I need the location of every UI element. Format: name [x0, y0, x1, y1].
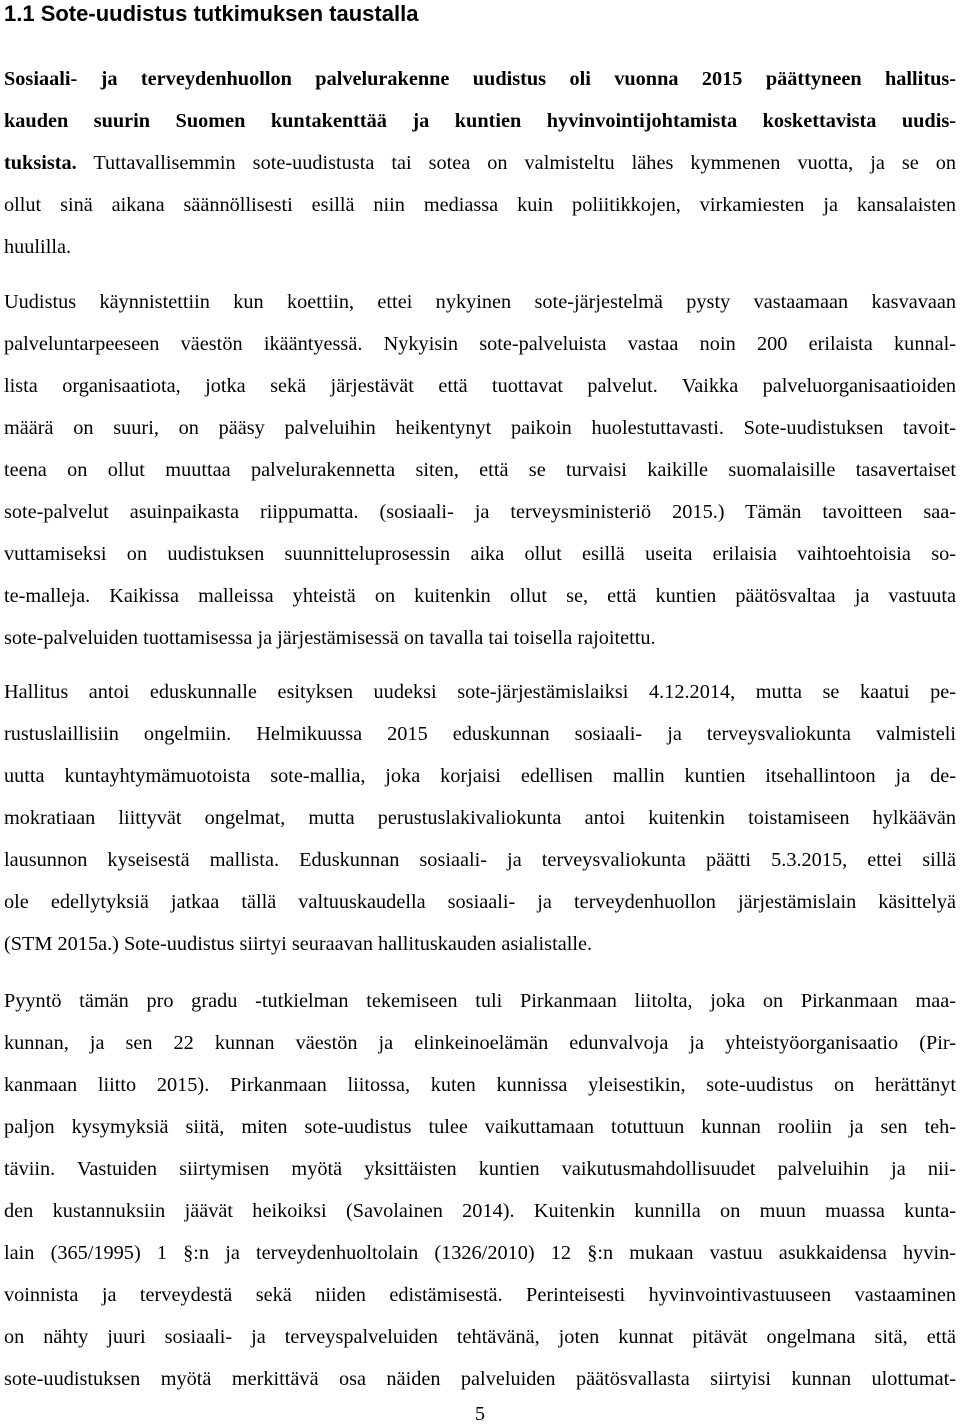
- text-line: kauden suurin Suomen kuntakenttää ja kuntien hyvinvointijohtamista koskettavista uudis-: [4, 110, 956, 132]
- text-line: teena on ollut muuttaa palvelurakennetta siten, että se turvaisi kaikille suomalaisille tasavertaiset: [4, 459, 956, 481]
- paragraph-4: [4, 980, 956, 1400]
- text-line: [4, 142, 956, 184]
- text-line: lista organisaatiota, jotka sekä järjestävät että tuottavat palvelut. Vaikka palveluorganisaatioiden: [4, 375, 956, 397]
- text-line: määrä on suuri, on pääsy palveluihin heikentynyt paikoin huolestuttavasti. Sote-uudistuksen tavoit-: [4, 417, 956, 439]
- text-line: sote-palvelut asuinpaikasta riippumatta. (sosiaali- ja terveysministeriö 2015.) Tämän tavoitteen saa-: [4, 501, 956, 523]
- text-line: vuttamiseksi on uudistuksen suunnitteluprosessin aika ollut esillä useita erilaisia vaihtoehtoisia so-: [4, 543, 956, 565]
- text-line: ollut sinä aikana säännöllisesti esillä niin mediassa kuin poliitikkojen, virkamiesten ja kansalaisten: [4, 194, 956, 216]
- text-line: on nähty juuri sosiaali- ja terveyspalveluiden tehtävänä, joten kunnat pitävät ongelmana sitä, että: [4, 1326, 956, 1348]
- text-line: (STM 2015a.) Sote-uudistus siirtyi seuraavan hallituskauden asialistalle.: [4, 933, 593, 955]
- text-line: sote-uudistuksen myötä merkittävä osa näiden palveluiden päätösvallasta siirtyisi kunnan ulottumat-: [4, 1368, 956, 1390]
- text-line: kunnan, ja sen 22 kunnan väestön ja elinkeinoelämän edunvalvoja ja yhteistyöorganisaatio (Pir-: [4, 1032, 956, 1054]
- text-line: den kustannuksiin jäävät heikoiksi (Savolainen 2014). Kuitenkin kunnilla on muun muassa kunta-: [4, 1200, 956, 1222]
- page-number: 5: [475, 1403, 485, 1425]
- text-line: paljon kysymyksiä siitä, miten sote-uudistus tulee vaikuttamaan totuttuun kunnan rooliin ja sen teh-: [4, 1116, 956, 1138]
- text-line: lain (365/1995) 1 §:n ja terveydenhuoltolain (1326/2010) 12 §:n mukaan vastuu asukkaidensa hyvin-: [4, 1242, 956, 1264]
- text-line: sote-palveluiden tuottamisessa ja järjestämisessä on tavalla tai toisella rajoitettu.: [4, 627, 656, 649]
- text-line: Sosiaali- ja terveydenhuollon palvelurakenne uudistus oli vuonna 2015 päättyneen hallitus-: [4, 68, 956, 90]
- text-line: rustuslaillisiin ongelmiin. Helmikuussa 2015 eduskunnan sosiaali- ja terveysvaliokunta valmisteli: [4, 723, 956, 745]
- text-line: te-malleja. Kaikissa malleissa yhteistä on kuitenkin ollut se, että kuntien päätösvaltaa ja vastuuta: [4, 585, 956, 607]
- text-line: voinnista ja terveydestä sekä niiden edistämisestä. Perinteisesti hyvinvointivastuuseen vastaaminen: [4, 1284, 956, 1306]
- text-line: täviin. Vastuiden siirtymisen myötä yksittäisten kuntien vaikutusmahdollisuudet palveluihin ja nii-: [4, 1158, 956, 1180]
- paragraph-3: [4, 671, 956, 965]
- paragraph-2: [4, 281, 956, 659]
- bold-text: tuksista.: [4, 152, 77, 174]
- text-line: kanmaan liitto 2015). Pirkanmaan liitossa, kuten kunnissa yleisestikin, sote-uudistus on herättänyt: [4, 1074, 956, 1096]
- text-line: mokratiaan liittyvät ongelmat, mutta perustuslakivaliokunta antoi kuitenkin toistamiseen hylkäävän: [4, 807, 956, 829]
- text-line: ole edellytyksiä jatkaa tällä valtuuskaudella sosiaali- ja terveydenhuollon järjestämislain käsittelyä: [4, 891, 956, 913]
- text-line: Uudistus käynnistettiin kun koettiin, ettei nykyinen sote-järjestelmä pysty vastaamaan kasvavaan: [4, 291, 956, 313]
- section-heading: 1.1 Sote-uudistus tutkimuksen taustalla: [4, 1, 419, 26]
- text-run: Tuttavallisemmin sote-uudistusta tai sotea on valmisteltu lähes kymmenen vuotta, ja se on: [76, 152, 956, 174]
- text-line: huulilla.: [4, 236, 72, 258]
- text-line: palveluntarpeeseen väestön ikääntyessä. Nykyisin sote-palveluista vastaa noin 200 erilaista kunnal-: [4, 333, 956, 355]
- paragraph-1: [4, 58, 956, 268]
- text-line: lausunnon kyseisestä mallista. Eduskunnan sosiaali- ja terveysvaliokunta päätti 5.3.2015, ettei sillä: [4, 849, 956, 871]
- text-line: Pyyntö tämän pro gradu -tutkielman tekemiseen tuli Pirkanmaan liitolta, joka on Pirkanmaan maa-: [4, 990, 956, 1012]
- text-line: uutta kuntayhtymämuotoista sote-mallia, joka korjaisi edellisen mallin kuntien itsehallintoon ja de-: [4, 765, 956, 787]
- text-line: Hallitus antoi eduskunnalle esityksen uudeksi sote-järjestämislaiksi 4.12.2014, mutta se kaatui pe-: [4, 681, 956, 703]
